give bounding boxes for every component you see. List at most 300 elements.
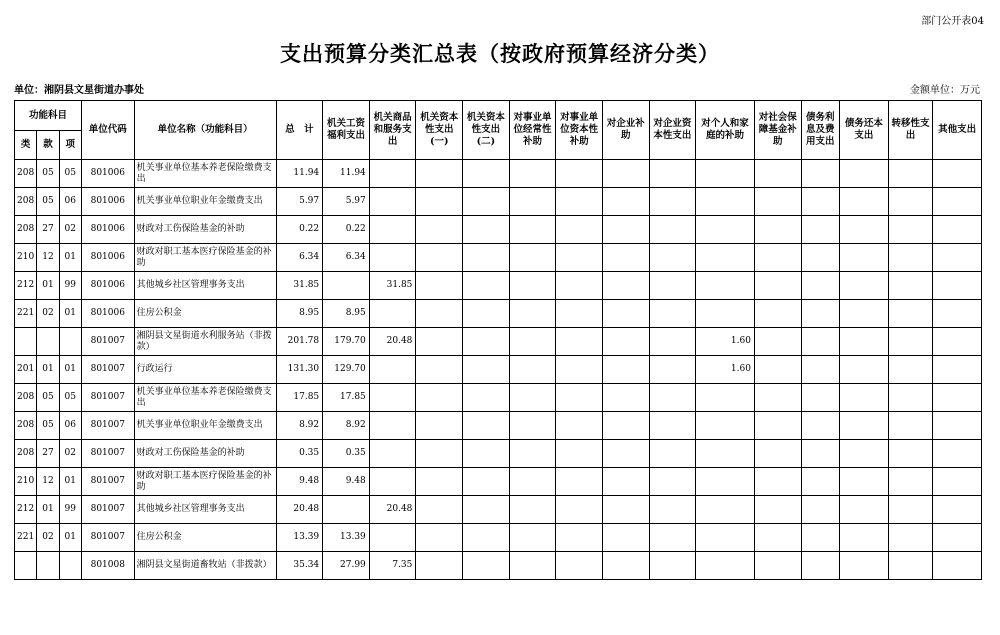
cell-total: 8.95 bbox=[276, 300, 323, 328]
cell-c6 bbox=[556, 300, 603, 328]
cell-unit-code: 801006 bbox=[81, 244, 134, 272]
header-c4: 机关资本性支出(二) bbox=[463, 101, 510, 160]
cell-c9 bbox=[696, 216, 755, 244]
cell-c6 bbox=[556, 384, 603, 412]
cell-unit-name: 湘阴县文星街道水利服务站（非拨款） bbox=[134, 328, 276, 356]
cell-xiang: 01 bbox=[59, 356, 81, 384]
cell-c6 bbox=[556, 272, 603, 300]
cell-c6 bbox=[556, 552, 603, 580]
cell-c14 bbox=[933, 160, 982, 188]
header-kuan: 款 bbox=[37, 131, 59, 160]
cell-c5 bbox=[509, 552, 556, 580]
cell-c3 bbox=[416, 160, 463, 188]
cell-c1: 6.34 bbox=[323, 244, 370, 272]
cell-c4 bbox=[463, 216, 510, 244]
cell-c12 bbox=[840, 300, 889, 328]
cell-c7 bbox=[602, 468, 649, 496]
cell-c13 bbox=[888, 384, 933, 412]
table-row bbox=[15, 328, 982, 356]
cell-c12 bbox=[840, 160, 889, 188]
cell-c12 bbox=[840, 356, 889, 384]
cell-total: 201.78 bbox=[276, 328, 323, 356]
cell-lei: 208 bbox=[15, 440, 37, 468]
cell-kuan: 02 bbox=[37, 524, 59, 552]
cell-c9 bbox=[696, 412, 755, 440]
cell-c11 bbox=[801, 272, 840, 300]
cell-xiang bbox=[59, 328, 81, 356]
cell-c8 bbox=[649, 216, 696, 244]
header-unit-name: 单位名称（功能科目） bbox=[134, 101, 276, 160]
cell-c1: 27.99 bbox=[323, 552, 370, 580]
cell-c10 bbox=[754, 272, 801, 300]
cell-c7 bbox=[602, 272, 649, 300]
cell-c4 bbox=[463, 188, 510, 216]
cell-c4 bbox=[463, 300, 510, 328]
cell-c3 bbox=[416, 300, 463, 328]
cell-c3 bbox=[416, 552, 463, 580]
cell-lei: 208 bbox=[15, 384, 37, 412]
cell-c3 bbox=[416, 216, 463, 244]
cell-c10 bbox=[754, 216, 801, 244]
page-title: 支出预算分类汇总表（按政府预算经济分类） bbox=[280, 41, 720, 66]
cell-c2 bbox=[369, 216, 416, 244]
cell-kuan: 05 bbox=[37, 412, 59, 440]
cell-c5 bbox=[509, 244, 556, 272]
cell-c10 bbox=[754, 440, 801, 468]
cell-c2 bbox=[369, 440, 416, 468]
cell-c8 bbox=[649, 496, 696, 524]
cell-xiang: 05 bbox=[59, 160, 81, 188]
cell-total: 131.30 bbox=[276, 356, 323, 384]
unit-label: 单位：湘阴县文星街道办事处 bbox=[14, 85, 144, 96]
cell-kuan: 27 bbox=[37, 440, 59, 468]
cell-xiang: 05 bbox=[59, 384, 81, 412]
table-row bbox=[15, 356, 982, 384]
cell-lei: 201 bbox=[15, 356, 37, 384]
cell-c10 bbox=[754, 328, 801, 356]
cell-c9 bbox=[696, 440, 755, 468]
cell-c11 bbox=[801, 160, 840, 188]
cell-c12 bbox=[840, 216, 889, 244]
cell-c9 bbox=[696, 300, 755, 328]
form-number: 部门公开表04 bbox=[921, 16, 984, 27]
cell-c3 bbox=[416, 440, 463, 468]
header-c13: 转移性支出 bbox=[888, 101, 933, 160]
cell-c1 bbox=[323, 272, 370, 300]
cell-c8 bbox=[649, 384, 696, 412]
cell-c11 bbox=[801, 356, 840, 384]
cell-c13 bbox=[888, 496, 933, 524]
cell-kuan: 12 bbox=[37, 468, 59, 496]
cell-c7 bbox=[602, 412, 649, 440]
table-header bbox=[15, 101, 982, 160]
cell-unit-name: 机关事业单位职业年金缴费支出 bbox=[134, 188, 276, 216]
cell-c1: 5.97 bbox=[323, 188, 370, 216]
cell-c4 bbox=[463, 524, 510, 552]
cell-xiang bbox=[59, 552, 81, 580]
cell-c8 bbox=[649, 188, 696, 216]
cell-c8 bbox=[649, 440, 696, 468]
cell-c12 bbox=[840, 328, 889, 356]
cell-xiang: 02 bbox=[59, 440, 81, 468]
cell-c2 bbox=[369, 160, 416, 188]
cell-c4 bbox=[463, 496, 510, 524]
cell-c1: 8.92 bbox=[323, 412, 370, 440]
cell-c7 bbox=[602, 216, 649, 244]
cell-c12 bbox=[840, 244, 889, 272]
budget-table bbox=[14, 100, 982, 580]
cell-unit-code: 801007 bbox=[81, 384, 134, 412]
cell-c12 bbox=[840, 440, 889, 468]
cell-c2 bbox=[369, 384, 416, 412]
cell-kuan: 05 bbox=[37, 384, 59, 412]
cell-c11 bbox=[801, 552, 840, 580]
cell-c6 bbox=[556, 440, 603, 468]
header-total: 总 计 bbox=[276, 101, 323, 160]
cell-kuan bbox=[37, 328, 59, 356]
cell-c4 bbox=[463, 552, 510, 580]
cell-total: 17.85 bbox=[276, 384, 323, 412]
cell-unit-code: 801008 bbox=[81, 552, 134, 580]
cell-xiang: 01 bbox=[59, 300, 81, 328]
cell-c12 bbox=[840, 412, 889, 440]
table-row bbox=[15, 440, 982, 468]
header-unit-code: 单位代码 bbox=[81, 101, 134, 160]
cell-c9: 1.60 bbox=[696, 328, 755, 356]
cell-unit-name: 其他城乡社区管理事务支出 bbox=[134, 272, 276, 300]
cell-c3 bbox=[416, 384, 463, 412]
cell-c11 bbox=[801, 328, 840, 356]
cell-unit-code: 801006 bbox=[81, 272, 134, 300]
cell-c2 bbox=[369, 524, 416, 552]
cell-c6 bbox=[556, 496, 603, 524]
cell-c8 bbox=[649, 524, 696, 552]
cell-kuan: 02 bbox=[37, 300, 59, 328]
table-row bbox=[15, 468, 982, 496]
cell-c13 bbox=[888, 328, 933, 356]
cell-total: 9.48 bbox=[276, 468, 323, 496]
cell-c9 bbox=[696, 188, 755, 216]
cell-c14 bbox=[933, 300, 982, 328]
cell-c5 bbox=[509, 524, 556, 552]
cell-c13 bbox=[888, 244, 933, 272]
cell-total: 20.48 bbox=[276, 496, 323, 524]
header-c10: 对社会保障基金补助 bbox=[754, 101, 801, 160]
header-c7: 对企业补助 bbox=[602, 101, 649, 160]
cell-c13 bbox=[888, 160, 933, 188]
cell-c6 bbox=[556, 328, 603, 356]
cell-kuan: 05 bbox=[37, 188, 59, 216]
cell-total: 11.94 bbox=[276, 160, 323, 188]
cell-total: 8.92 bbox=[276, 412, 323, 440]
cell-c5 bbox=[509, 328, 556, 356]
cell-c5 bbox=[509, 384, 556, 412]
cell-c11 bbox=[801, 216, 840, 244]
cell-c11 bbox=[801, 468, 840, 496]
cell-c2 bbox=[369, 468, 416, 496]
cell-c7 bbox=[602, 244, 649, 272]
cell-c2 bbox=[369, 356, 416, 384]
cell-c10 bbox=[754, 300, 801, 328]
cell-c3 bbox=[416, 356, 463, 384]
cell-c7 bbox=[602, 524, 649, 552]
cell-c8 bbox=[649, 300, 696, 328]
cell-c10 bbox=[754, 412, 801, 440]
cell-c5 bbox=[509, 272, 556, 300]
cell-c6 bbox=[556, 188, 603, 216]
cell-unit-code: 801006 bbox=[81, 300, 134, 328]
header-c3: 机关资本性支出(一) bbox=[416, 101, 463, 160]
cell-total: 13.39 bbox=[276, 524, 323, 552]
cell-xiang: 99 bbox=[59, 272, 81, 300]
cell-c2: 20.48 bbox=[369, 496, 416, 524]
cell-c6 bbox=[556, 244, 603, 272]
cell-unit-name: 行政运行 bbox=[134, 356, 276, 384]
cell-c1: 8.95 bbox=[323, 300, 370, 328]
cell-unit-code: 801007 bbox=[81, 440, 134, 468]
cell-c14 bbox=[933, 524, 982, 552]
cell-c5 bbox=[509, 412, 556, 440]
cell-c13 bbox=[888, 524, 933, 552]
cell-c13 bbox=[888, 300, 933, 328]
cell-c1: 179.70 bbox=[323, 328, 370, 356]
cell-c14 bbox=[933, 384, 982, 412]
cell-c4 bbox=[463, 384, 510, 412]
cell-c5 bbox=[509, 468, 556, 496]
cell-unit-code: 801007 bbox=[81, 496, 134, 524]
cell-c11 bbox=[801, 244, 840, 272]
cell-c8 bbox=[649, 356, 696, 384]
cell-c12 bbox=[840, 188, 889, 216]
cell-c14 bbox=[933, 552, 982, 580]
cell-c12 bbox=[840, 272, 889, 300]
cell-unit-code: 801007 bbox=[81, 328, 134, 356]
cell-xiang: 06 bbox=[59, 188, 81, 216]
cell-c14 bbox=[933, 272, 982, 300]
cell-unit-name: 财政对工伤保险基金的补助 bbox=[134, 440, 276, 468]
cell-c5 bbox=[509, 356, 556, 384]
cell-c4 bbox=[463, 328, 510, 356]
cell-c1: 129.70 bbox=[323, 356, 370, 384]
cell-c2: 31.85 bbox=[369, 272, 416, 300]
cell-lei bbox=[15, 552, 37, 580]
cell-lei: 212 bbox=[15, 272, 37, 300]
header-c14: 其他支出 bbox=[933, 101, 982, 160]
cell-c11 bbox=[801, 384, 840, 412]
header-c6: 对事业单位资本性补助 bbox=[556, 101, 603, 160]
header-c11: 债务利息及费用支出 bbox=[801, 101, 840, 160]
cell-unit-name: 机关事业单位基本养老保险缴费支出 bbox=[134, 160, 276, 188]
cell-c10 bbox=[754, 384, 801, 412]
cell-c12 bbox=[840, 468, 889, 496]
cell-c1: 0.35 bbox=[323, 440, 370, 468]
cell-lei: 221 bbox=[15, 300, 37, 328]
cell-c5 bbox=[509, 300, 556, 328]
header-c12: 债务还本支出 bbox=[840, 101, 889, 160]
cell-c4 bbox=[463, 468, 510, 496]
cell-c3 bbox=[416, 244, 463, 272]
cell-xiang: 06 bbox=[59, 412, 81, 440]
cell-unit-name: 住房公积金 bbox=[134, 300, 276, 328]
table-row bbox=[15, 412, 982, 440]
cell-c8 bbox=[649, 244, 696, 272]
cell-c4 bbox=[463, 440, 510, 468]
cell-c10 bbox=[754, 356, 801, 384]
cell-c10 bbox=[754, 524, 801, 552]
cell-c7 bbox=[602, 496, 649, 524]
cell-unit-code: 801007 bbox=[81, 356, 134, 384]
header-func-subject: 功能科目 bbox=[15, 101, 82, 131]
cell-unit-code: 801007 bbox=[81, 412, 134, 440]
cell-c9 bbox=[696, 524, 755, 552]
cell-c5 bbox=[509, 440, 556, 468]
cell-unit-code: 801006 bbox=[81, 216, 134, 244]
header-xiang: 项 bbox=[59, 131, 81, 160]
cell-c14 bbox=[933, 412, 982, 440]
cell-unit-code: 801007 bbox=[81, 524, 134, 552]
cell-c4 bbox=[463, 244, 510, 272]
cell-c7 bbox=[602, 440, 649, 468]
cell-c6 bbox=[556, 216, 603, 244]
cell-c14 bbox=[933, 216, 982, 244]
cell-c1: 11.94 bbox=[323, 160, 370, 188]
cell-c11 bbox=[801, 496, 840, 524]
cell-xiang: 01 bbox=[59, 468, 81, 496]
cell-c6 bbox=[556, 412, 603, 440]
cell-c12 bbox=[840, 496, 889, 524]
cell-c14 bbox=[933, 328, 982, 356]
cell-c3 bbox=[416, 328, 463, 356]
cell-unit-code: 801006 bbox=[81, 160, 134, 188]
cell-kuan: 01 bbox=[37, 272, 59, 300]
cell-c6 bbox=[556, 160, 603, 188]
header-c2: 机关商品和服务支出 bbox=[369, 101, 416, 160]
cell-c5 bbox=[509, 216, 556, 244]
cell-c6 bbox=[556, 468, 603, 496]
table-row bbox=[15, 188, 982, 216]
cell-c2 bbox=[369, 188, 416, 216]
cell-c13 bbox=[888, 272, 933, 300]
cell-c7 bbox=[602, 188, 649, 216]
cell-unit-name: 其他城乡社区管理事务支出 bbox=[134, 496, 276, 524]
cell-total: 31.85 bbox=[276, 272, 323, 300]
cell-kuan: 05 bbox=[37, 160, 59, 188]
table-row bbox=[15, 552, 982, 580]
cell-lei: 221 bbox=[15, 524, 37, 552]
cell-c14 bbox=[933, 496, 982, 524]
table-row bbox=[15, 216, 982, 244]
cell-c13 bbox=[888, 356, 933, 384]
cell-c1: 9.48 bbox=[323, 468, 370, 496]
cell-c13 bbox=[888, 216, 933, 244]
cell-c7 bbox=[602, 356, 649, 384]
cell-c2: 20.48 bbox=[369, 328, 416, 356]
cell-c3 bbox=[416, 496, 463, 524]
cell-unit-name: 财政对职工基本医疗保险基金的补助 bbox=[134, 468, 276, 496]
header-lei: 类 bbox=[15, 131, 37, 160]
cell-c8 bbox=[649, 160, 696, 188]
amount-unit-label: 金额单位：万元 bbox=[910, 85, 980, 96]
cell-c7 bbox=[602, 552, 649, 580]
cell-unit-name: 财政对职工基本医疗保险基金的补助 bbox=[134, 244, 276, 272]
cell-c13 bbox=[888, 412, 933, 440]
cell-c7 bbox=[602, 384, 649, 412]
table-row bbox=[15, 272, 982, 300]
cell-unit-name: 机关事业单位职业年金缴费支出 bbox=[134, 412, 276, 440]
cell-c4 bbox=[463, 272, 510, 300]
cell-total: 6.34 bbox=[276, 244, 323, 272]
cell-lei: 208 bbox=[15, 412, 37, 440]
cell-c5 bbox=[509, 188, 556, 216]
cell-lei: 210 bbox=[15, 468, 37, 496]
cell-xiang: 01 bbox=[59, 524, 81, 552]
cell-xiang: 02 bbox=[59, 216, 81, 244]
cell-c8 bbox=[649, 468, 696, 496]
cell-c10 bbox=[754, 244, 801, 272]
cell-c4 bbox=[463, 356, 510, 384]
cell-unit-code: 801007 bbox=[81, 468, 134, 496]
table-row bbox=[15, 244, 982, 272]
cell-lei bbox=[15, 328, 37, 356]
cell-kuan: 27 bbox=[37, 216, 59, 244]
cell-c1 bbox=[323, 496, 370, 524]
cell-c3 bbox=[416, 468, 463, 496]
cell-c2 bbox=[369, 300, 416, 328]
cell-c12 bbox=[840, 552, 889, 580]
cell-lei: 212 bbox=[15, 496, 37, 524]
cell-total: 0.22 bbox=[276, 216, 323, 244]
cell-unit-code: 801006 bbox=[81, 188, 134, 216]
cell-kuan bbox=[37, 552, 59, 580]
cell-c9 bbox=[696, 244, 755, 272]
table-row bbox=[15, 496, 982, 524]
cell-c13 bbox=[888, 468, 933, 496]
cell-c3 bbox=[416, 524, 463, 552]
cell-c14 bbox=[933, 468, 982, 496]
cell-c13 bbox=[888, 440, 933, 468]
cell-c10 bbox=[754, 496, 801, 524]
cell-c13 bbox=[888, 552, 933, 580]
header-c8: 对企业资本性支出 bbox=[649, 101, 696, 160]
cell-unit-name: 财政对工伤保险基金的补助 bbox=[134, 216, 276, 244]
cell-c3 bbox=[416, 188, 463, 216]
cell-c12 bbox=[840, 384, 889, 412]
cell-c5 bbox=[509, 160, 556, 188]
header-c5: 对事业单位经常性补助 bbox=[509, 101, 556, 160]
cell-c14 bbox=[933, 356, 982, 384]
cell-c1: 0.22 bbox=[323, 216, 370, 244]
header-c1: 机关工资福利支出 bbox=[323, 101, 370, 160]
cell-c10 bbox=[754, 552, 801, 580]
cell-c8 bbox=[649, 552, 696, 580]
cell-c1: 13.39 bbox=[323, 524, 370, 552]
cell-c14 bbox=[933, 188, 982, 216]
cell-kuan: 12 bbox=[37, 244, 59, 272]
table-row bbox=[15, 160, 982, 188]
cell-c13 bbox=[888, 188, 933, 216]
cell-c11 bbox=[801, 440, 840, 468]
table-row bbox=[15, 384, 982, 412]
cell-c2: 7.35 bbox=[369, 552, 416, 580]
cell-c12 bbox=[840, 524, 889, 552]
cell-c3 bbox=[416, 272, 463, 300]
cell-c2 bbox=[369, 412, 416, 440]
cell-unit-name: 湘阴县文星街道畜牧站（非拨款） bbox=[134, 552, 276, 580]
cell-lei: 208 bbox=[15, 188, 37, 216]
cell-c7 bbox=[602, 328, 649, 356]
cell-unit-name: 住房公积金 bbox=[134, 524, 276, 552]
cell-c10 bbox=[754, 188, 801, 216]
